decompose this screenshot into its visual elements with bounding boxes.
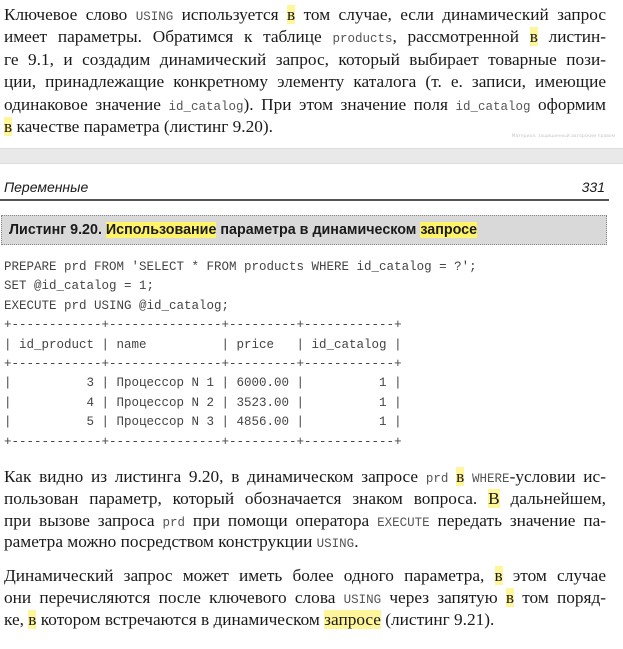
text-run: том поряд-: [514, 587, 607, 607]
text-line: [4, 71, 606, 93]
text-run: раметра можно посредством конструкции: [4, 532, 317, 552]
inline-code: prd: [425, 472, 449, 486]
text-run: ге 9.1, и создадим динамический запрос, который выбирает товарные пози-: [4, 49, 606, 69]
code-line: +------------+---------------+---------+------------+: [4, 318, 402, 333]
header-rule: [0, 199, 609, 201]
text-line: [4, 26, 606, 48]
text-run: используется: [173, 5, 288, 24]
text-line: [4, 466, 606, 488]
code-line: PREPARE prd FROM 'SELECT * FROM products WHERE id_catalog = ?';: [4, 260, 477, 274]
text-run: параметра в динамическом: [216, 222, 421, 238]
explanation-paragraph: [4, 466, 606, 553]
text-run: .: [354, 532, 359, 552]
text-run: [464, 467, 472, 486]
text-run: том случае, если динамический запрос: [295, 5, 606, 24]
text-run: листин-: [537, 27, 607, 47]
listing-number: Листинг 9.20.: [9, 222, 106, 238]
inline-code: USING: [343, 592, 382, 607]
text-run: пользован параметр, который обозначается знаком вопроса.: [4, 488, 489, 508]
text-run: , рассмотренной: [392, 27, 530, 47]
inline-code: WHERE: [472, 472, 510, 486]
code-listing: [4, 258, 477, 452]
highlighted-text: в: [494, 566, 503, 585]
highlighted-text: запросе: [420, 222, 478, 238]
page-break-divider: [0, 148, 623, 164]
inline-code: USING: [135, 10, 174, 24]
text-run: ке,: [4, 609, 29, 629]
highlighted-text: Использование: [105, 222, 217, 238]
text-line: [4, 609, 606, 631]
highlighted-text: в: [456, 467, 465, 486]
text-run: этом случае: [502, 566, 606, 585]
code-line: +------------+---------------+---------+------------+: [4, 356, 402, 371]
inline-code: id_catalog: [455, 99, 531, 114]
code-line: | id_product | name | price | id_catalog |: [4, 337, 402, 352]
intro-paragraph: [4, 4, 606, 138]
highlighted-text: в: [4, 116, 13, 136]
text-run: котором встречаются в динамическом: [36, 609, 325, 629]
inline-code: prd: [162, 515, 185, 530]
code-line: EXECUTE prd USING @id_catalog;: [4, 298, 230, 313]
highlighted-text: в: [28, 609, 37, 629]
text-run: Динамический запрос может иметь более одного параметра,: [4, 566, 495, 585]
text-line: [4, 488, 606, 510]
highlighted-text: В: [488, 488, 500, 508]
text-run: ). При этом значение поля: [243, 94, 456, 114]
highlighted-text: в: [529, 27, 538, 47]
text-line: [4, 587, 606, 609]
page-number: 331: [581, 179, 605, 195]
copyright-watermark: Материал, защищенный авторским правом: [511, 134, 615, 139]
text-run: качестве параметра (листинг 9.20).: [12, 116, 273, 136]
code-line: | 5 | Процессор N 3 | 4856.00 | 1 |: [4, 415, 402, 430]
code-line: SET @id_catalog = 1;: [4, 279, 155, 294]
text-run: при вызове запроса: [4, 510, 163, 530]
text-line: [4, 4, 606, 26]
text-line: [4, 94, 606, 116]
text-run: дальнейшем,: [499, 488, 606, 508]
inline-code: products: [332, 32, 393, 47]
text-line: [4, 531, 606, 553]
highlighted-text: запросе: [324, 609, 381, 629]
text-run: они перечисляются после ключевого слова: [4, 587, 344, 607]
text-run: [448, 467, 456, 486]
text-run: -условии ис-: [509, 467, 606, 486]
text-run: (листинг 9.21).: [380, 609, 495, 629]
text-run: одинаковое значение: [4, 94, 169, 114]
highlighted-text: в: [287, 5, 296, 24]
text-run: ции, принадлежащие конкретному элементу каталога (т. е. записи, имеющие: [4, 72, 606, 92]
section-title: Переменные: [4, 179, 89, 195]
text-run: оформим: [530, 94, 606, 114]
code-line: | 3 | Процессор N 1 | 6000.00 | 1 |: [4, 376, 402, 391]
text-run: передать значение па-: [429, 510, 606, 530]
listing-title: [106, 222, 477, 238]
parameters-paragraph: [4, 565, 606, 630]
text-line: [4, 49, 606, 71]
code-line: +------------+---------------+---------+------------+: [4, 434, 402, 449]
inline-code: USING: [316, 537, 355, 552]
highlighted-text: в: [505, 587, 514, 607]
running-head: [4, 179, 605, 195]
inline-code: EXECUTE: [377, 515, 430, 530]
text-line: [4, 565, 606, 587]
text-run: имеет параметры. Обратимся к таблице: [4, 27, 333, 47]
text-line: [4, 510, 606, 532]
text-run: Ключевое слово: [4, 5, 136, 24]
listing-caption: [1, 215, 607, 245]
text-run: через запятую: [381, 587, 506, 607]
inline-code: id_catalog: [168, 99, 244, 114]
code-line: | 4 | Процессор N 2 | 3523.00 | 1 |: [4, 395, 402, 410]
text-run: при помощи оператора: [184, 510, 378, 530]
text-run: Как видно из листинга 9.20, в динамическом запросе: [4, 467, 426, 486]
